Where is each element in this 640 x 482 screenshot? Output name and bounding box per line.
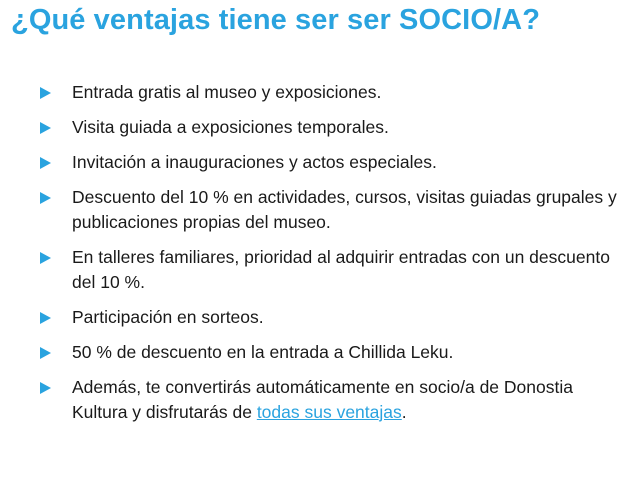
benefit-item	[38, 150, 628, 175]
benefit-text: Invitación a inauguraciones y actos especiales.	[72, 152, 437, 172]
benefit-item	[38, 80, 628, 105]
benefit-text: Descuento del 10 % en actividades, cursos, visitas guiadas grupales y publicaciones propias del museo.	[72, 187, 617, 232]
benefit-item	[38, 245, 628, 295]
triangle-right-icon	[40, 347, 51, 359]
triangle-right-icon	[40, 157, 51, 169]
benefit-text: Participación en sorteos.	[72, 307, 264, 327]
benefit-item	[38, 375, 628, 425]
benefit-item	[38, 305, 628, 330]
benefit-text: Entrada gratis al museo y exposiciones.	[72, 82, 382, 102]
benefit-text: Visita guiada a exposiciones temporales.	[72, 117, 389, 137]
triangle-right-icon	[40, 382, 51, 394]
triangle-right-icon	[40, 87, 51, 99]
benefits-list	[38, 80, 628, 435]
benefit-item	[38, 115, 628, 140]
todas-sus-ventajas-link[interactable]: todas sus ventajas	[256, 402, 402, 422]
page-title: ¿Qué ventajas tiene ser ser SOCIO/A?	[11, 4, 541, 36]
benefit-text: 50 % de descuento en la entrada a Chillida Leku.	[72, 342, 454, 362]
triangle-right-icon	[40, 122, 51, 134]
benefit-text: En talleres familiares, prioridad al adquirir entradas con un descuento del 10 %.	[72, 247, 610, 292]
triangle-right-icon	[40, 312, 51, 324]
triangle-right-icon	[40, 192, 51, 204]
benefit-item	[38, 185, 628, 235]
benefit-item	[38, 340, 628, 365]
benefit-text: Además, te convertirás automáticamente en socio/a de Donostia Kultura y disfrutarás de	[72, 377, 573, 422]
benefit-text-suffix: .	[401, 402, 407, 422]
triangle-right-icon	[40, 252, 51, 264]
